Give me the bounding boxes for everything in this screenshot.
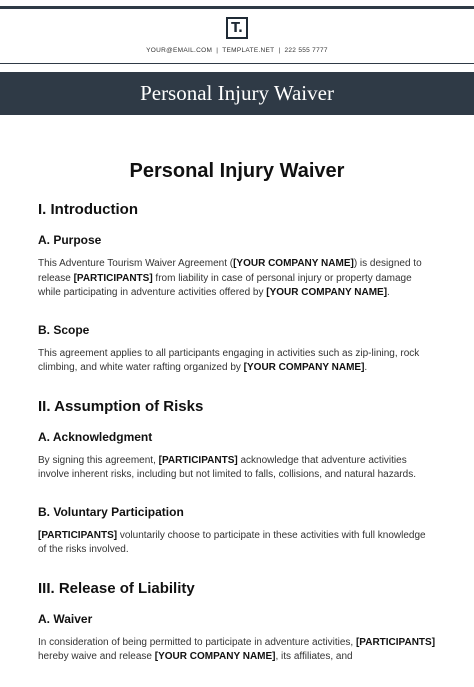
text-run: hereby waive and release <box>38 651 155 662</box>
placeholder-participants: [PARTICIPANTS] <box>38 529 118 541</box>
subsection-heading-waiver: A. Waiver <box>38 611 93 626</box>
placeholder-participants: [PARTICIPANTS] <box>355 636 436 648</box>
placeholder-company-name: [YOUR COMPANY NAME] <box>154 651 276 662</box>
text-run: . <box>387 287 390 298</box>
placeholder-participants: [PARTICIPANTS] <box>73 272 153 284</box>
contact-line <box>0 47 474 54</box>
section-heading-release-of-liability: III. Release of Liability <box>38 579 195 597</box>
contact-email[interactable]: YOUR@EMAIL.COM <box>146 47 213 54</box>
placeholder-participants: [PARTICIPANTS] <box>158 454 238 466</box>
text-run: from liability in case of personal injury or property damage while participating in adventure activities offered by <box>38 272 412 298</box>
placeholder-company-name: [YOUR COMPANY NAME] <box>233 258 354 269</box>
subsection-heading-scope: B. Scope <box>38 322 90 337</box>
template-logo-icon <box>226 17 248 39</box>
text-run: acknowledge that adventure activities involve inherent risks, including but not limited to falls, collisions, and natural hazards. <box>38 454 416 480</box>
paragraph-purpose <box>38 257 436 301</box>
placeholder-company-name: [YOUR COMPANY NAME] <box>266 287 388 298</box>
text-run: , its affiliates, and <box>275 651 353 662</box>
contact-site[interactable]: TEMPLATE.NET <box>222 47 275 54</box>
subsection-heading-acknowledgment: A. Acknowledgment <box>38 429 153 444</box>
logo-letter: T. <box>231 20 243 36</box>
contact-phone: 222 555 7777 <box>284 47 328 54</box>
title-banner <box>0 72 474 115</box>
contact-separator: | <box>216 47 219 54</box>
paragraph-waiver <box>38 636 436 665</box>
paragraph-voluntary-participation <box>38 529 436 558</box>
document-title: Personal Injury Waiver <box>129 160 345 182</box>
text-run: voluntarily choose to participate in these activities with full knowledge of the risks involved. <box>38 529 426 555</box>
section-heading-introduction: I. Introduction <box>38 201 138 218</box>
text-run: . <box>364 362 368 373</box>
text-run: This Adventure Tourism Waiver Agreement ( <box>38 258 234 269</box>
placeholder-company-name: [YOUR COMPANY NAME] <box>243 362 365 373</box>
section-heading-assumption-of-risks: II. Assumption of Risks <box>38 397 204 415</box>
text-run: By signing this agreement, <box>38 454 159 466</box>
header-rule <box>0 63 474 64</box>
contact-separator: | <box>278 47 281 54</box>
document-body <box>38 160 436 687</box>
paragraph-acknowledgment <box>38 454 436 483</box>
text-run: This agreement applies to all participants engaging in activities such as zip-lining, rock climbing, and white water rafting organized by <box>38 347 420 373</box>
subsection-heading-purpose: A. Purpose <box>38 233 102 247</box>
subsection-heading-voluntary-participation: B. Voluntary Participation <box>38 504 184 519</box>
banner-title: Personal Injury Waiver <box>140 81 334 105</box>
top-rule <box>0 6 474 9</box>
text-run: In consideration of being permitted to participate in adventure activities, <box>38 636 356 648</box>
paragraph-scope <box>38 347 436 376</box>
text-run: ) is designed to release <box>38 258 422 284</box>
